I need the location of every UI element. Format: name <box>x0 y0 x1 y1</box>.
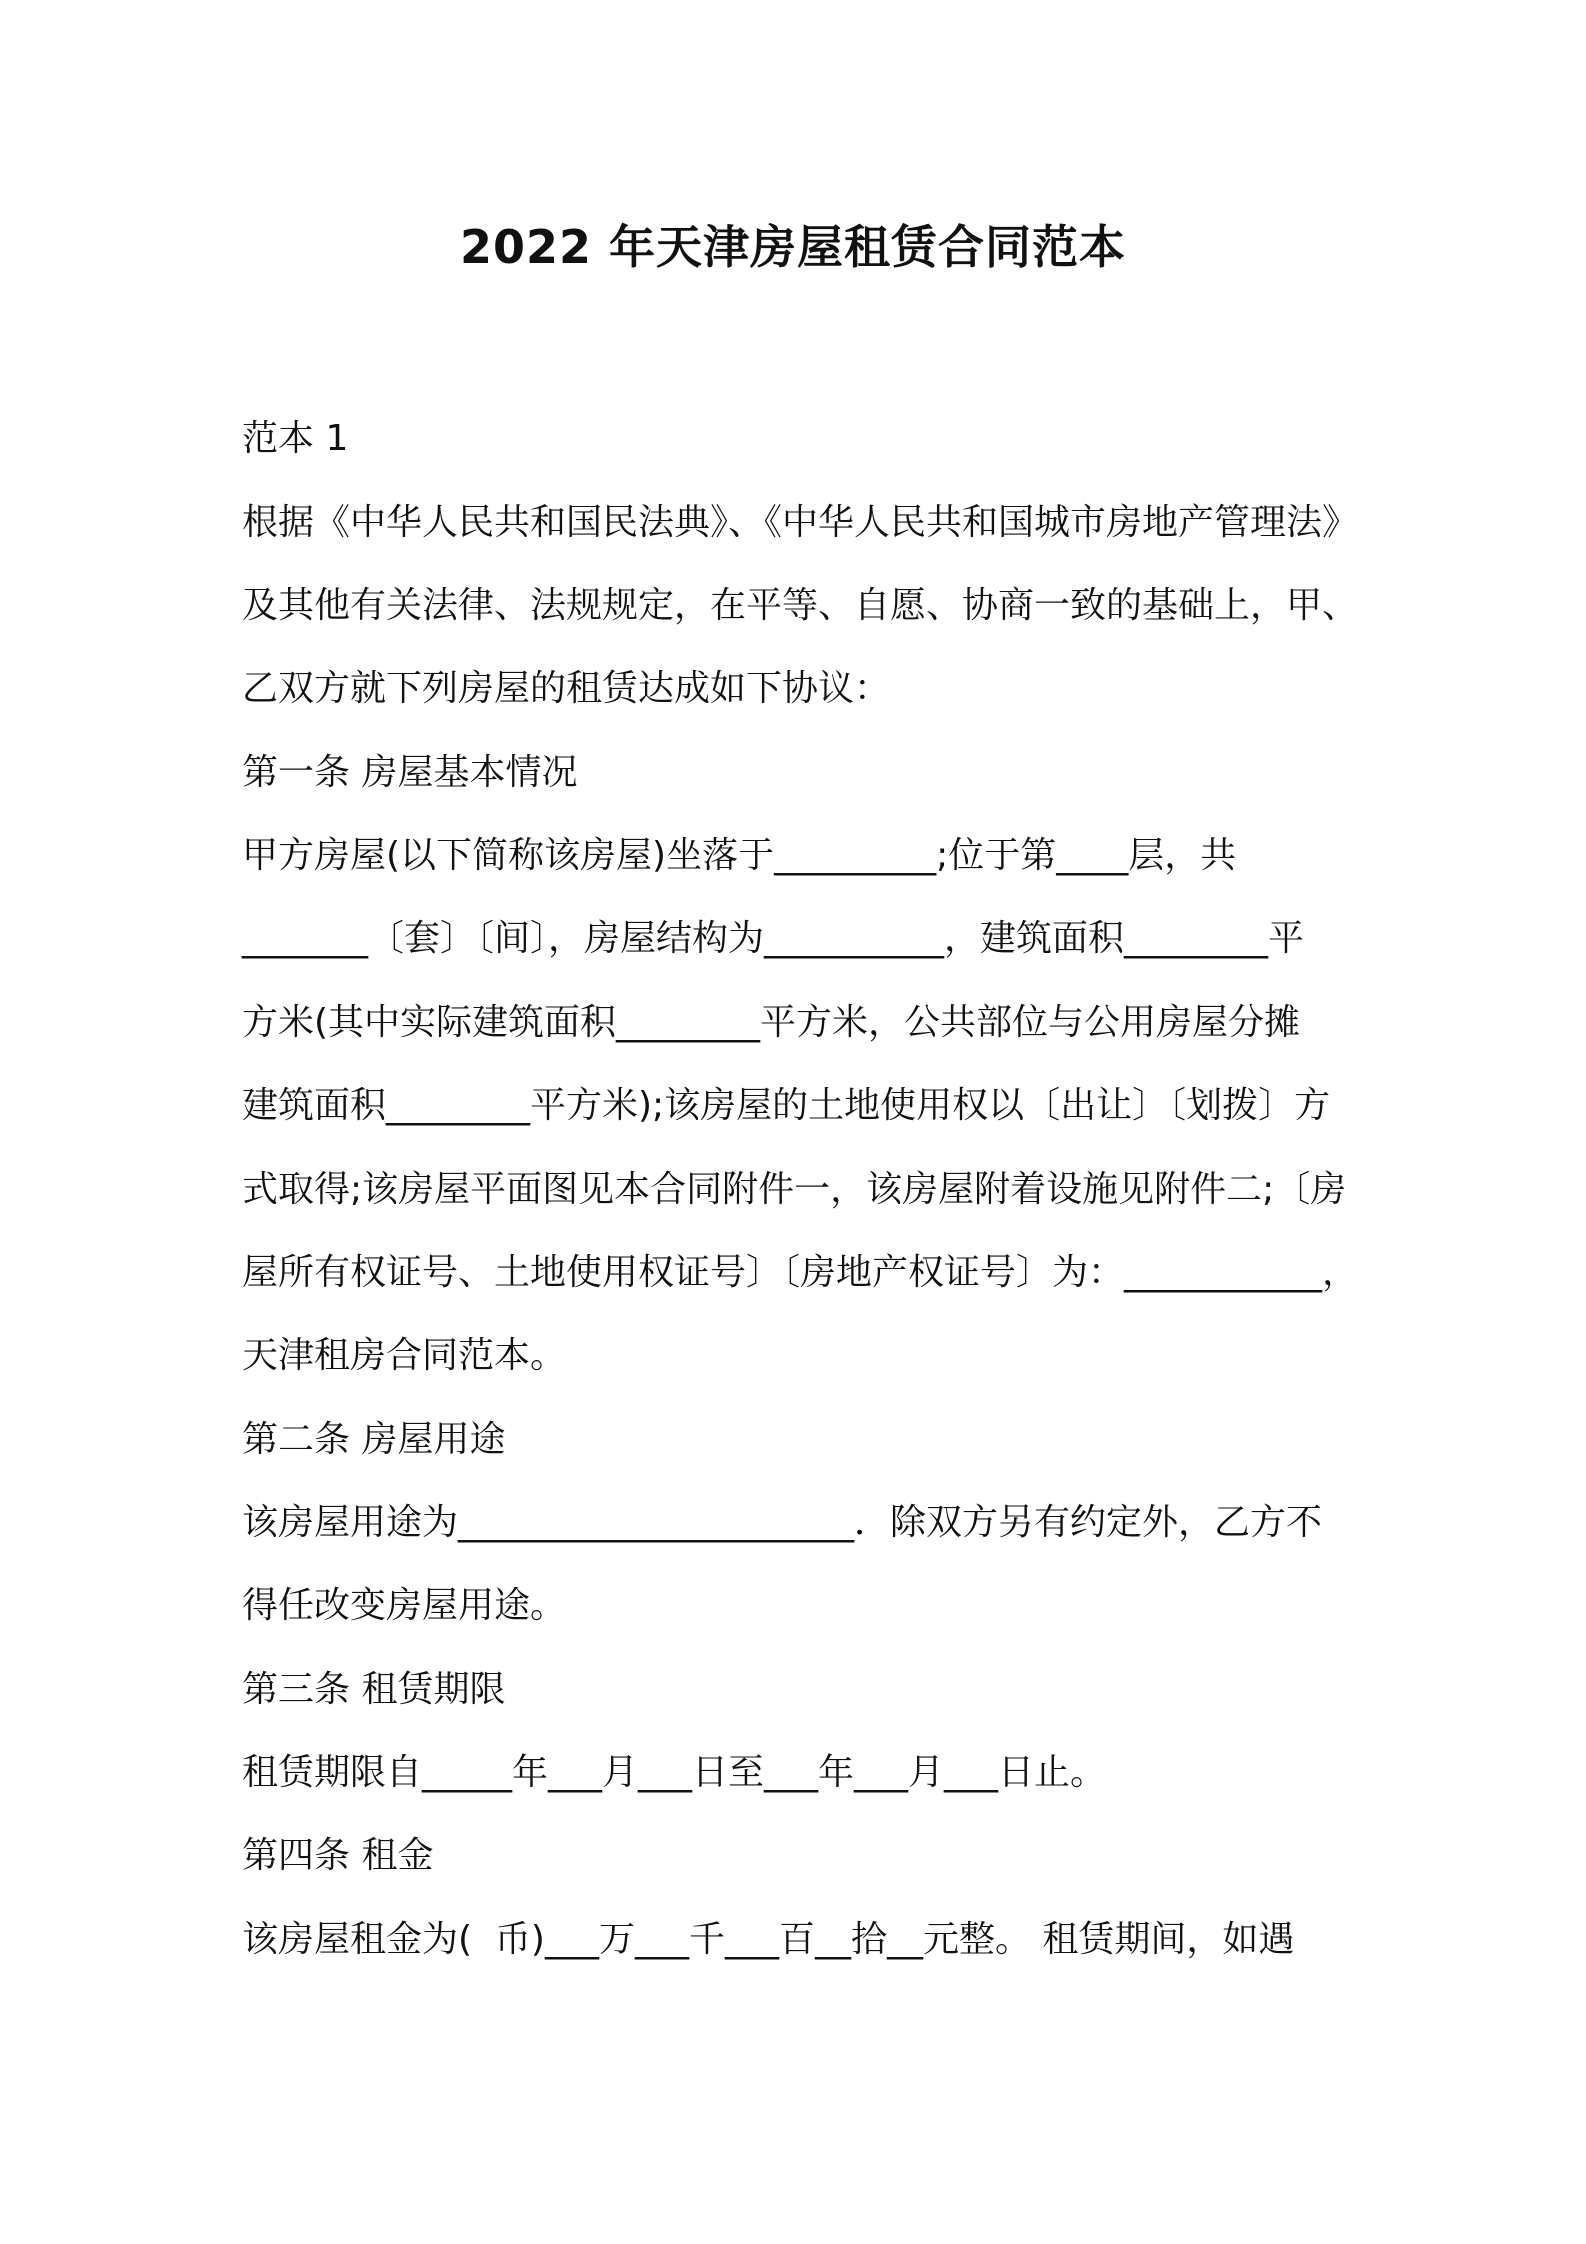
paragraph-line: 得任改变房屋用途。 <box>242 1585 567 1626</box>
paragraph-line: 建筑面积________平方米);该房屋的土地使用权以〔出让〕〔划拨〕方 <box>242 1085 1331 1126</box>
paragraph-line: 该房屋租金为( 币)___万___千___百__拾__元整。 租赁期间，如遇 <box>242 1919 1295 1960</box>
paragraph-line: 该房屋用途为______________________．除双方另有约定外，乙方不 <box>242 1502 1323 1543</box>
paragraph-line: _______〔套〕〔间〕，房屋结构为__________，建筑面积________平 <box>242 918 1305 959</box>
paragraph-line: 方米(其中实际建筑面积________平方米，公共部位与公用房屋分摊 <box>242 1002 1301 1043</box>
article-heading: 第二条 房屋用途 <box>242 1419 506 1460</box>
document-title: 2022 年天津房屋租赁合同范本 <box>459 220 1127 274</box>
section-label: 范本 1 <box>242 418 349 459</box>
paragraph-line: 乙双方就下列房屋的租赁达成如下协议： <box>242 668 891 709</box>
paragraph-line: 根据《中华人民共和国民法典》、《中华人民共和国城市房地产管理法》 <box>242 502 1359 543</box>
article-heading: 第四条 租金 <box>242 1835 434 1876</box>
paragraph-line: 天津租房合同范本。 <box>242 1335 567 1376</box>
paragraph-line: 租赁期限自_____年___月___日至___年___月___日止。 <box>242 1752 1107 1793</box>
article-heading: 第三条 租赁期限 <box>242 1669 506 1710</box>
paragraph-line: 屋所有权证号、土地使用权证号〕〔房地产权证号〕为：___________， <box>242 1252 1359 1293</box>
article-heading: 第一条 房屋基本情况 <box>242 752 578 793</box>
paragraph-line: 式取得;该房屋平面图见本合同附件一，该房屋附着设施见附件二;〔房 <box>242 1169 1347 1210</box>
paragraph-line: 甲方房屋(以下简称该房屋)坐落于_________;位于第____层，共 <box>242 835 1237 876</box>
paragraph-line: 及其他有关法律、法规规定，在平等、自愿、协商一致的基础上，甲、 <box>242 585 1359 626</box>
